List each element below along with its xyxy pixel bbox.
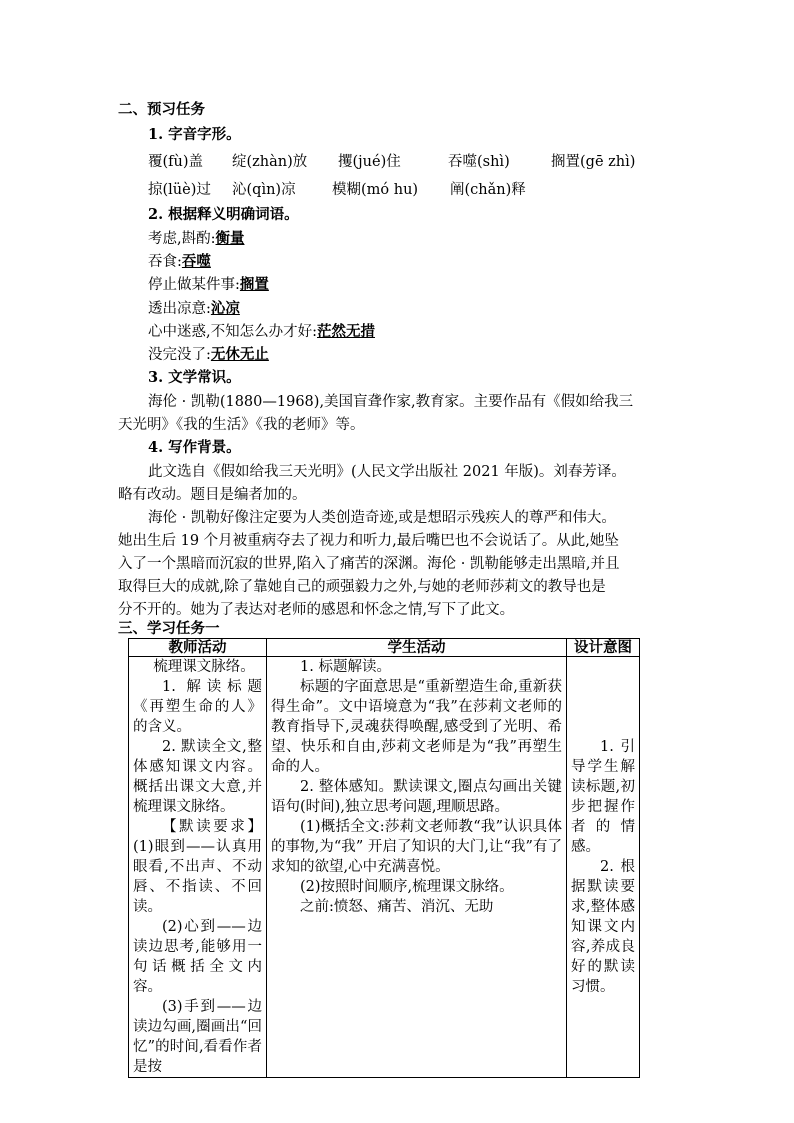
teacher-paragraph: 梳理课文脉络。	[153, 659, 255, 675]
teacher-paragraph: (3)手到——边读边勾画,圈画出“回忆”的时间,看看作者是按	[133, 999, 262, 1075]
task-table	[128, 638, 640, 1078]
section-heading-task: 三、学习任务一	[118, 620, 220, 637]
design-intent-cell	[567, 657, 640, 1078]
definition-label: 透出凉意:	[148, 301, 211, 317]
subheading-literature: 3. 文学常识。	[148, 369, 241, 386]
teacher-paragraph: 2. 默读全文,整体感知课文内容。概括出课文大意,并梳理课文脉络。	[133, 739, 262, 815]
definition-row	[148, 299, 240, 319]
paragraph-line: 入了一个黑暗而沉寂的世界,陷入了痛苦的深渊。海伦 · 凯勒能够走出黑暗,并且	[118, 556, 620, 572]
definition-row	[148, 275, 269, 295]
table-header-row	[129, 639, 640, 657]
header-student: 学生活动	[267, 639, 567, 657]
definition-label: 考虑,斟酌:	[148, 231, 216, 247]
paragraph-line: 取得巨大的成就,除了靠她自己的顽强毅力之外,与她的老师莎莉文的教导也是	[118, 579, 606, 595]
table-row	[129, 657, 640, 1078]
student-paragraph: 2. 整体感知。默读课文,圈点勾画出关键语句(时间),独立思考问题,理顺思路。	[271, 779, 562, 815]
definition-word: 衡量	[215, 230, 245, 247]
pron-item: 阐(chǎn)释	[450, 182, 526, 198]
pron-item: 吞噬(shì)	[448, 154, 510, 170]
subheading-background: 4. 写作背景。	[148, 439, 241, 456]
student-activity-cell	[267, 657, 567, 1078]
paragraph-line: 此文选自《假如给我三天光明》(人民文学出版社 2021 年版)。刘春芳译。	[148, 464, 626, 480]
teacher-paragraph: 1. 解读标题《再塑生命的人》的含义。	[133, 679, 262, 735]
pron-item: 沁(qìn)凉	[232, 182, 296, 198]
student-paragraph: (2)按照时间顺序,梳理课文脉络。	[300, 879, 514, 895]
teacher-activity-cell	[129, 657, 267, 1078]
header-intent: 设计意图	[567, 639, 640, 657]
definition-label: 没完没了:	[148, 347, 211, 363]
definition-label: 吞食:	[148, 254, 182, 270]
pron-item: 掠(lüè)过	[148, 182, 211, 198]
definition-row	[148, 252, 211, 272]
section-heading-preview: 二、预习任务	[118, 101, 205, 118]
definition-word: 无休无止	[210, 346, 269, 363]
definition-word: 茫然无措	[317, 323, 375, 340]
subheading-pronunciation: 1. 字音字形。	[148, 126, 241, 143]
pron-item: 绽(zhàn)放	[232, 154, 308, 170]
paragraph-line: 天光明》《我的生活》《我的老师》等。	[118, 417, 365, 433]
student-paragraph: 之前:愤怒、痛苦、消沉、无助	[300, 899, 494, 915]
teacher-paragraph: 【默读要求】(1)眼到——认真用眼看,不出声、不动唇、不指读、不回读。	[133, 819, 262, 915]
definition-word: 搁置	[239, 276, 269, 293]
paragraph-line: 海伦 · 凯勒(1880—1968),美国盲聋作家,教育家。主要作品有《假如给我三	[148, 394, 634, 410]
subheading-definitions: 2. 根据释义明确词语。	[148, 206, 299, 223]
pron-item: 攫(jué)住	[338, 154, 401, 170]
student-paragraph: (1)概括全文:莎莉文老师教“我”认识具体的事物,为“我” 开启了知识的大门,让“我”有了求知的欲望,心中充满喜悦。	[271, 819, 562, 875]
definition-row	[148, 229, 245, 249]
teacher-paragraph: (2)心到——边读边思考,能够用一句话概括全文内容。	[133, 919, 262, 995]
paragraph-line: 海伦 · 凯勒好像注定要为人类创造奇迹,或是想昭示残疾人的尊严和伟大。	[148, 510, 616, 526]
definition-label: 停止做某件事:	[148, 277, 240, 293]
definition-word: 沁凉	[210, 300, 240, 317]
definition-row	[148, 322, 375, 342]
intent-paragraph: 2. 根据默读要求,整体感知课文内容,养成良好的默读习惯。	[571, 859, 635, 995]
pron-item: 模糊(mó hu)	[332, 182, 419, 198]
student-paragraph: 1. 标题解读。	[300, 659, 391, 675]
paragraph-line: 分不开的。她为了表达对老师的感恩和怀念之情,写下了此文。	[118, 602, 515, 618]
definition-row	[148, 345, 269, 365]
definition-word: 吞噬	[181, 253, 211, 270]
pron-item: 覆(fù)盖	[148, 154, 204, 170]
intent-paragraph: 1. 引导学生解读标题,初步把握作者的情感。	[571, 739, 635, 855]
header-teacher: 教师活动	[129, 639, 267, 657]
definition-label: 心中迷惑,不知怎么办才好:	[148, 324, 317, 340]
paragraph-line: 她出生后 19 个月被重病夺去了视力和听力,最后嘴巴也不会说话了。从此,她坠	[118, 533, 619, 549]
paragraph-line: 略有改动。题目是编者加的。	[118, 487, 307, 503]
pron-item: 搁置(gē zhì)	[551, 154, 636, 170]
student-paragraph: 标题的字面意思是“重新塑造生命,重新获得生命”。文中语境意为“我”在莎莉文老师的教育指导下,灵魂获得唤醒,感受到了光明、希望、快乐和自由,莎莉文老师是为“我”再塑生命的人。	[271, 679, 562, 775]
